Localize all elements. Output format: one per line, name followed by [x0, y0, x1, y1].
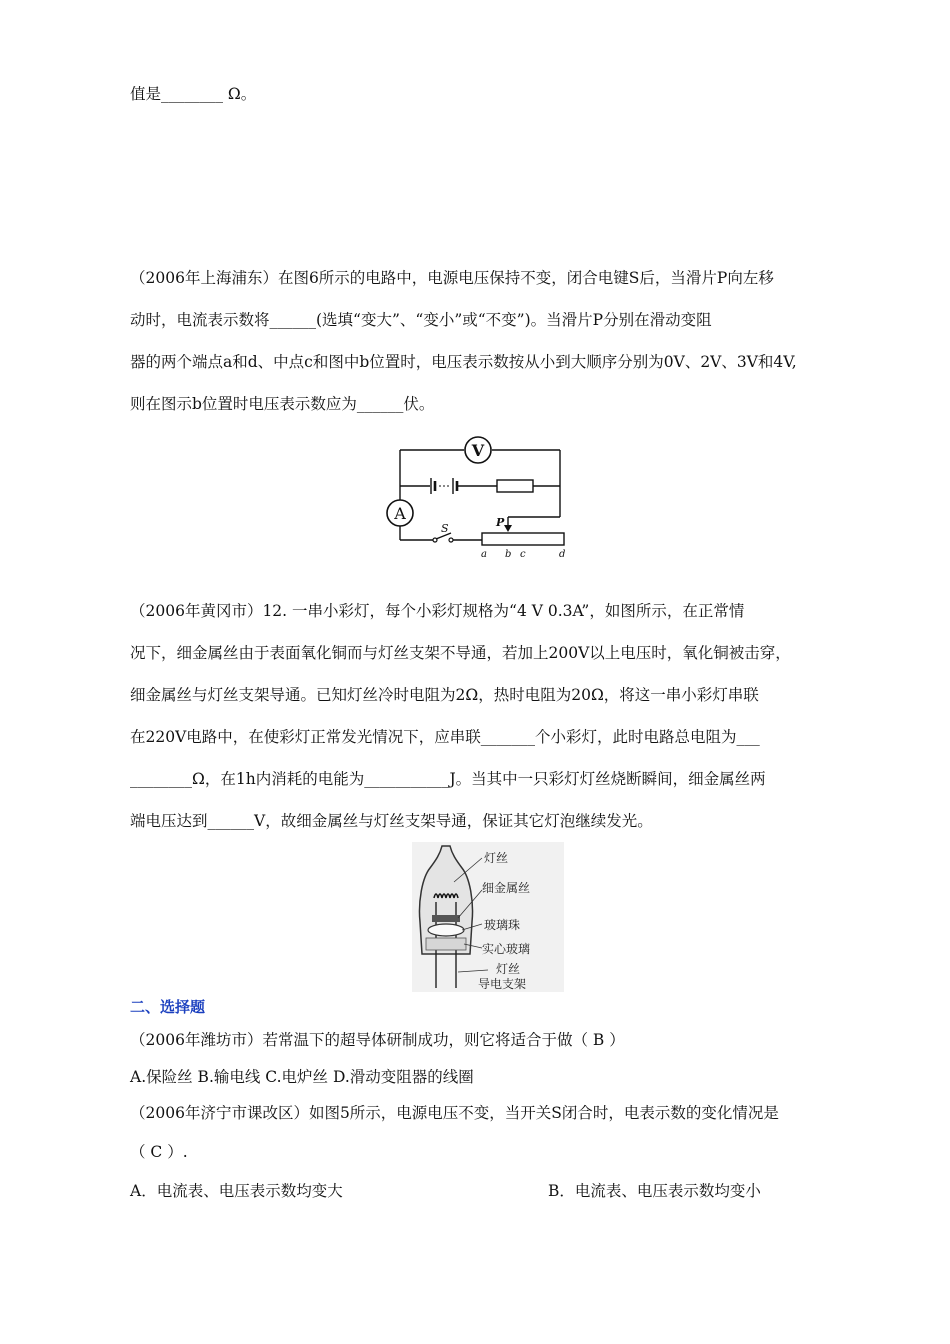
point-a-label: a	[481, 549, 487, 560]
label-filament-support: 灯丝	[496, 962, 521, 976]
slider-label: P	[496, 516, 505, 529]
label-glass-bead: 玻璃珠	[484, 918, 521, 932]
point-c-label: c	[520, 549, 526, 560]
question-text-line: 端电压达到______V，故细金属丝与灯丝支架导通，保证其它灯泡继续发光。	[130, 812, 653, 830]
battery-icon	[431, 478, 457, 494]
question-jining: （2006年济宁市课改区）如图5所示，电源电压不变，当开关S闭合时，电表示数的变化情况是	[130, 1104, 779, 1122]
question-text-line: 在220V电路中，在使彩灯正常发光情况下，应串联_______个小彩灯，此时电路总电阻为___	[130, 728, 760, 746]
glass-bead-icon	[428, 924, 464, 936]
prev-answer-line: 值是________ Ω。	[130, 85, 257, 103]
question-text-line: （2006年黄冈市）12. 一串小彩灯，每个小彩灯规格为“4 V 0.3A”，如图所示，在正常情	[130, 602, 745, 620]
label-solid-glass: 实心玻璃	[482, 942, 531, 956]
label-filament: 灯丝	[484, 851, 509, 865]
label-conductive-support: 导电支架	[478, 977, 527, 991]
point-b-label: b	[505, 549, 512, 560]
option-a: A．电流表、电压表示数均变大	[130, 1182, 343, 1200]
question-text-line: 器的两个端点a和d、中点c和图中b位置时，电压表示数按从小到大顺序分别为0V、2V、3V和4V,	[130, 353, 797, 371]
question-text-line: （2006年上海浦东）在图6所示的电路中，电源电压保持不变，闭合电键S后，当滑片P向左移	[130, 269, 774, 287]
question-jining-answer: （ C ）.	[130, 1143, 188, 1161]
label-metal-wire: 细金属丝	[482, 881, 531, 895]
circuit-diagram	[383, 436, 573, 560]
option-b: B．电流表、电压表示数均变小	[548, 1182, 761, 1200]
bulb-diagram	[412, 842, 564, 992]
resistor-icon	[497, 480, 533, 492]
metal-wire-icon	[432, 915, 460, 922]
slider-arrow-icon	[504, 525, 512, 532]
ammeter-label: A	[394, 504, 406, 523]
rheostat-icon	[482, 533, 564, 545]
question-text-line: 细金属丝与灯丝支架导通。已知灯丝冷时电阻为2Ω，热时电阻为20Ω，将这一串小彩灯串联	[130, 686, 759, 704]
question-text-line: 况下，细金属丝由于表面氧化铜而与灯丝支架不导通，若加上200V以上电压时，氧化铜被击穿，	[130, 644, 791, 662]
voltmeter-label: V	[471, 441, 485, 460]
question-weifang: （2006年潍坊市）若常温下的超导体研制成功，则它将适合于做（ B ）	[130, 1031, 625, 1049]
question-text-line: 则在图示b位置时电压表示数应为______伏。	[130, 395, 435, 413]
solid-glass-icon	[426, 938, 466, 950]
section-title: 二、选择题	[130, 998, 206, 1016]
switch-label: S	[441, 522, 449, 535]
question-text-line: ________Ω，在1h内消耗的电能为___________J。当其中一只彩灯灯丝烧断瞬间，细金属丝两	[130, 770, 766, 788]
point-d-label: d	[559, 549, 566, 560]
question-text-line: 动时，电流表示数将______(选填“变大”、“变小”或“不变”)。当滑片P分别在滑动变阻	[130, 311, 712, 329]
question-weifang-options: A.保险丝 B.输电线 C.电炉丝 D.滑动变阻器的线圈	[130, 1068, 474, 1086]
